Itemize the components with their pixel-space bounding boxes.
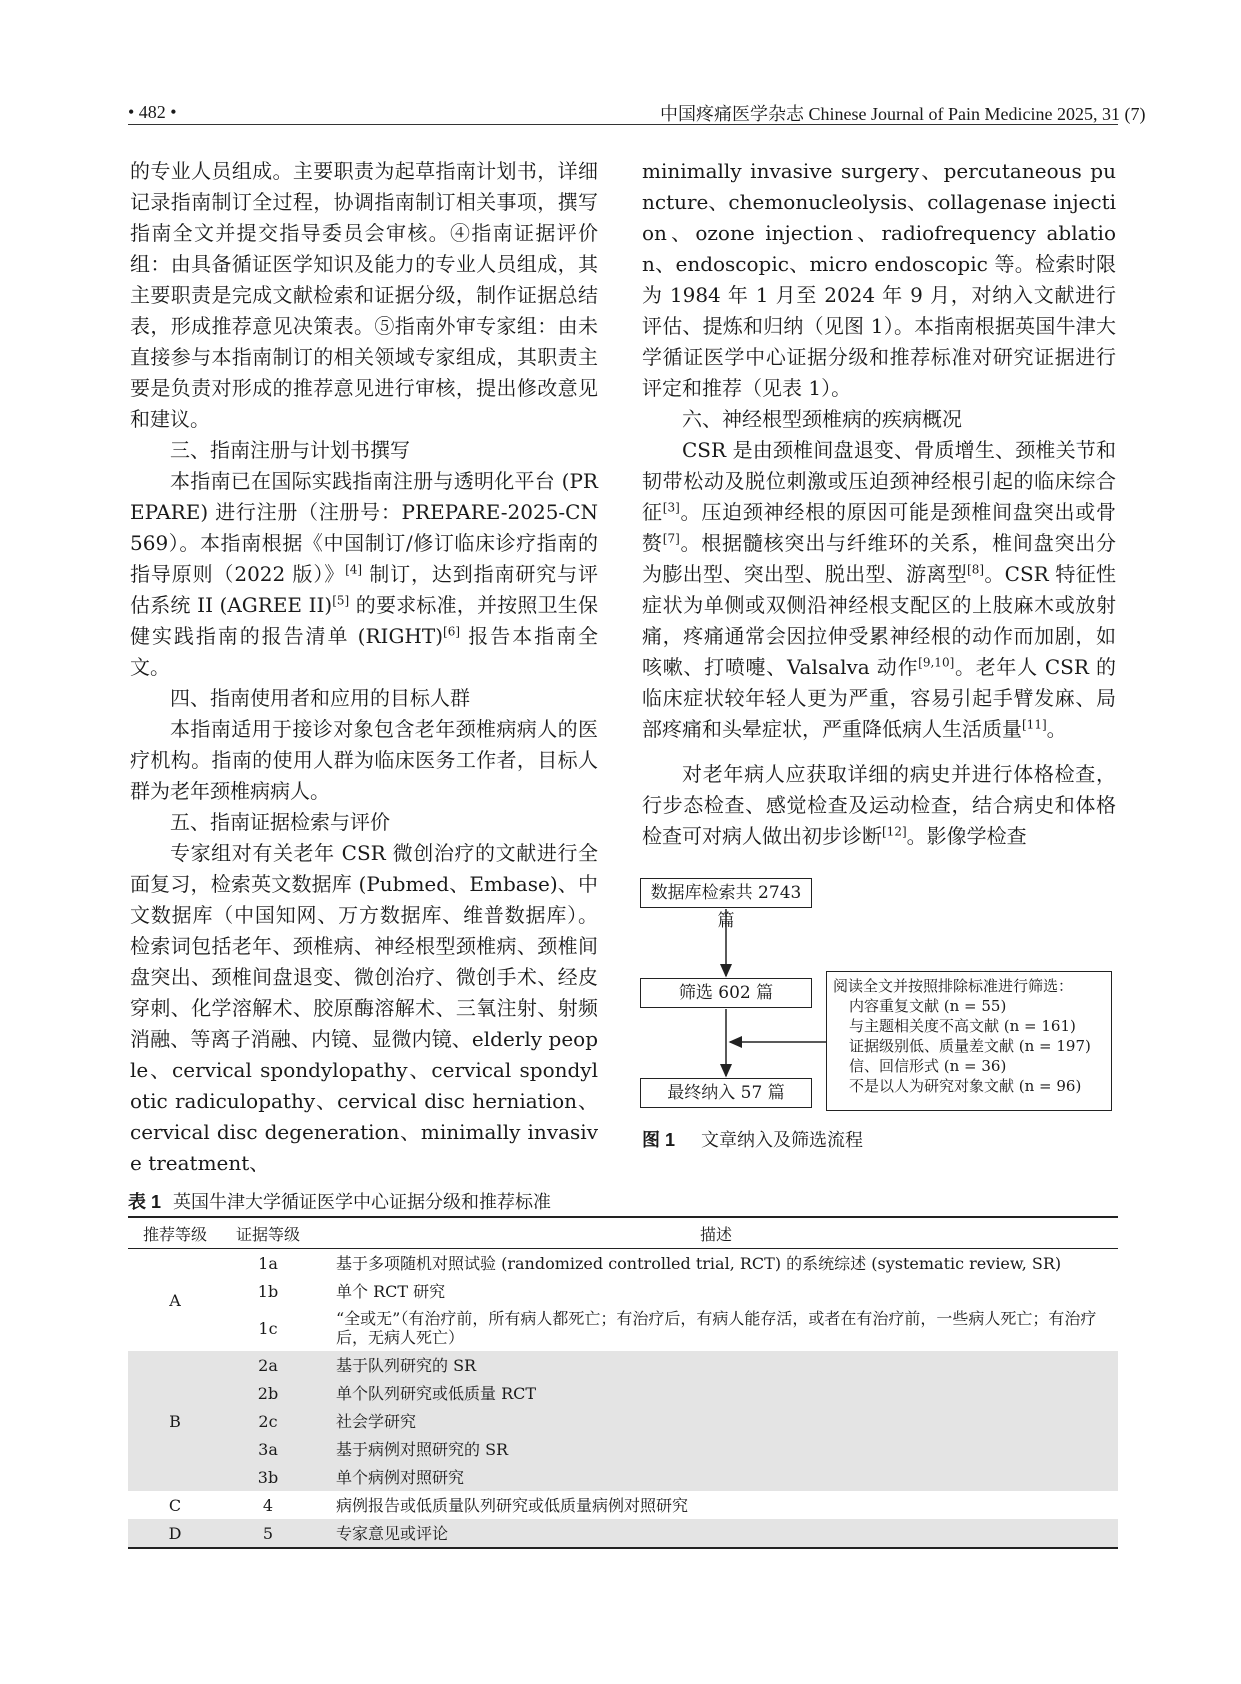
exclusion-item: 信、回信形式 (n = 36) — [849, 1057, 1007, 1075]
page-number: • 482 • — [128, 102, 177, 122]
reference[interactable]: [12] — [882, 824, 907, 839]
flow-box-exclusion — [826, 971, 1112, 1111]
paragraph: 本指南适用于接诊对象包含老年颈椎病病人的医疗机构。指南的使用人群为临床医务工作者，目标人群为老年颈椎病病人。 — [130, 717, 598, 803]
table-row — [128, 1351, 1118, 1379]
exclusion-item: 内容重复文献 (n = 55) — [849, 997, 1007, 1015]
description-cell: 社会学研究 — [314, 1407, 1118, 1435]
flow-box-final: 最终纳入 57 篇 — [640, 1078, 812, 1108]
description-cell: 单个队列研究或低质量 RCT — [314, 1379, 1118, 1407]
text: 本指南已在国际实践指南注册与透明化平台 (PREPARE) 进行注册（注册号：PREPARE-2025-CN569）。本指南根据《中国制订/修订临床诊疗指南的指导原则（2022 版）》 — [130, 469, 598, 586]
table-label: 表 1 — [128, 1192, 162, 1212]
text: 制订，达到指南研究与评估系统 II (AGREE II) — [130, 562, 598, 617]
description-cell: 基于病例对照研究的 SR — [314, 1435, 1118, 1463]
level-cell: 2b — [222, 1379, 314, 1407]
table-row — [128, 1519, 1118, 1548]
exclusion-title: 阅读全文并按照排除标准进行筛选： — [833, 977, 1074, 995]
journal-title: 中国疼痛医学杂志 Chinese Journal of Pain Medicine 2025, 31 (7) — [660, 104, 1146, 124]
table-row — [128, 1305, 1118, 1351]
table-caption — [128, 1188, 551, 1214]
description-cell: 病例报告或低质量队列研究或低质量病例对照研究 — [336, 1495, 689, 1515]
exclusion-item: 不是以人为研究对象文献 (n = 96) — [849, 1077, 1082, 1095]
level-cell: 5 — [222, 1519, 314, 1548]
reference[interactable]: [6] — [443, 624, 461, 639]
figure-caption — [642, 1126, 863, 1152]
description-cell: 基于队列研究的 SR — [314, 1351, 1118, 1379]
table-row — [128, 1277, 1118, 1305]
paragraph: minimally invasive surgery、percutaneous puncture、chemonucleolysis、collagenase injection、ozone injection、radiofrequency ablation、endoscopic、micro endoscopic 等。检索时限为 1984 年 1 月至 2024 年 9 月，对纳入文献进行评估、提炼和归纳（见图 1）。本指南根据英国牛津大学循证医学中心证据分级和推荐标准对研究证据进行评定和推荐（见表 1）。 — [642, 159, 1116, 400]
section-heading: 五、指南证据检索与评价 — [170, 810, 390, 834]
text: 的要求标准，并按照卫生保健实践指南的报告清单 (RIGHT) — [130, 593, 598, 648]
level-cell: 1c — [258, 1318, 278, 1338]
grade-cell: C — [168, 1495, 182, 1515]
table-row — [128, 1407, 1118, 1435]
left-column — [130, 156, 598, 1179]
paragraph — [642, 435, 1116, 745]
right-column — [642, 156, 1116, 852]
text: 。老年人 CSR 的临床症状较年轻人更为严重，容易引起手臂发麻、局部疼痛和头晕症状，严重降低病人生活质量 — [642, 655, 1116, 741]
grade-cell: B — [128, 1351, 222, 1491]
evidence-table — [128, 1216, 1118, 1549]
paragraph — [130, 466, 598, 683]
section-heading: 三、指南注册与计划书撰写 — [170, 438, 410, 462]
column-header-level: 证据等级 — [222, 1217, 314, 1249]
figure-caption-text: 文章纳入及筛选流程 — [701, 1130, 864, 1151]
table-header-row — [128, 1217, 1118, 1249]
table-row — [128, 1491, 1118, 1519]
flowchart — [640, 878, 1120, 1128]
text: 。根据髓核突出与纤维环的关系，椎间盘突出分为膨出型、突出型、脱出型、游离型 — [642, 531, 1117, 586]
text: 对老年病人应获取详细的病史并进行体格检查，行步态检查、感觉检查及运动检查，结合病史和体格检查可对病人做出初步诊断 — [642, 762, 1116, 848]
grade-cell: D — [128, 1519, 222, 1548]
section-heading: 四、指南使用者和应用的目标人群 — [170, 686, 470, 710]
reference[interactable]: [4] — [345, 562, 363, 577]
level-cell: 1a — [258, 1253, 278, 1273]
level-cell: 3a — [222, 1435, 314, 1463]
text: 。CSR 特征性症状为单侧或双侧沿神经根支配区的上肢麻木或放射痛，疼痛通常会因拉伸受累神经根的动作而加剧，如咳嗽、打喷嚏、Valsalva 动作 — [642, 562, 1117, 679]
table-row — [128, 1463, 1118, 1491]
table-row — [128, 1435, 1118, 1463]
header-rule — [128, 124, 1118, 125]
flow-box-search: 数据库检索共 2743 篇 — [640, 878, 812, 908]
level-cell: 3b — [222, 1463, 314, 1491]
table-caption-text: 英国牛津大学循证医学中心证据分级和推荐标准 — [173, 1192, 552, 1213]
reference[interactable]: [7] — [662, 531, 680, 546]
paragraph: 专家组对有关老年 CSR 微创治疗的文献进行全面复习，检索英文数据库 (Pubmed、Embase)、中文数据库（中国知网、万方数据库、维普数据库）。检索词包括老年、颈椎病、神经根型颈椎病、颈椎间盘突出、颈椎间盘退变、微创治疗、微创手术、经皮穿刺、化学溶解术、胶原酶溶解术、三氧注射、射频消融、等离子消融、内镜、显微内镜、elderly people、cervical spondylopathy、cervical spondylotic radiculopathy、cervical disc herniation、cervical disc degeneration、minimally invasive treatment、 — [130, 841, 598, 1175]
flow-box-screen: 筛选 602 篇 — [640, 978, 812, 1008]
paragraph: 的专业人员组成。主要职责为起草指南计划书，详细记录指南制订全过程，协调指南制订相关事项，撰写指南全文并提交指导委员会审核。④指南证据评价组：由具备循证医学知识及能力的专业人员组成，其主要职责是完成文献检索和证据分级，制作证据总结表，形成推荐意见决策表。⑤指南外审专家组：由未直接参与本指南制订的相关领域专家组成，其职责主要是负责对形成的推荐意见进行审核，提出修改意见和建议。 — [130, 159, 598, 431]
text: 。压迫颈神经根的原因可能是颈椎间盘突出或骨赘 — [642, 500, 1117, 555]
description-cell: 单个病例对照研究 — [314, 1463, 1118, 1491]
level-cell: 4 — [262, 1495, 274, 1515]
reference[interactable]: [3] — [662, 500, 680, 515]
description-cell: “全或无”（有治疗前，所有病人都死亡；有治疗后，有病人能存活，或者在有治疗前，一些病人死亡；有治疗后，无病人死亡） — [336, 1309, 1097, 1347]
reference[interactable]: [8] — [967, 562, 985, 577]
table-row — [128, 1379, 1118, 1407]
table-row — [128, 1249, 1118, 1278]
description-cell: 基于多项随机对照试验 (randomized controlled trial, RCT) 的系统综述 (systematic review, SR) — [336, 1253, 1062, 1273]
reference[interactable]: [9,10] — [918, 655, 955, 670]
description-cell: 专家意见或评论 — [314, 1519, 1118, 1548]
reference[interactable]: [5] — [332, 593, 350, 608]
exclusion-item: 证据级别低、质量差文献 (n = 197) — [849, 1037, 1091, 1055]
level-cell: 1b — [257, 1281, 279, 1301]
exclusion-item: 与主题相关度不高文献 (n = 161) — [849, 1017, 1076, 1035]
spacer — [642, 745, 1116, 759]
column-header-description: 描述 — [314, 1217, 1118, 1249]
section-heading: 六、神经根型颈椎病的疾病概况 — [682, 407, 962, 431]
column-header-grade: 推荐等级 — [128, 1217, 222, 1249]
text: CSR 是由颈椎间盘退变、骨质增生、颈椎关节和韧带松动及脱位刺激或压迫颈神经根引起的临床综合征 — [642, 438, 1116, 524]
figure-label: 图 1 — [642, 1130, 676, 1150]
paragraph — [642, 759, 1116, 852]
level-cell: 2a — [222, 1351, 314, 1379]
text: 。影像学检查 — [906, 824, 1027, 848]
text: 。 — [1046, 717, 1067, 741]
reference[interactable]: [11] — [1022, 717, 1047, 732]
level-cell: 2c — [222, 1407, 314, 1435]
description-cell: 单个 RCT 研究 — [336, 1281, 446, 1301]
grade-cell: A — [169, 1290, 181, 1310]
text: 报告本指南全文。 — [130, 624, 599, 679]
